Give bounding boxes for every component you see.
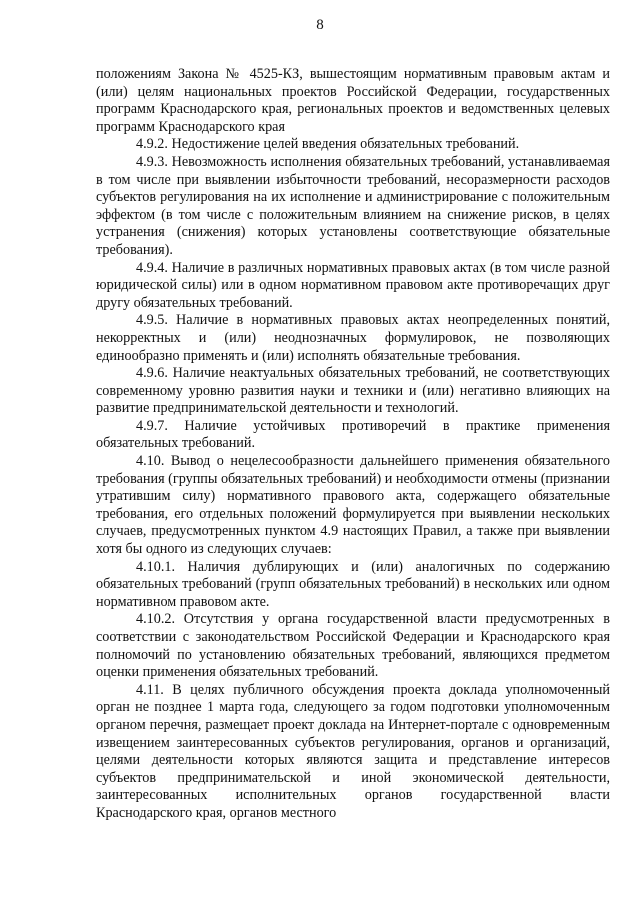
paragraph-continuation: положениям Закона № 4525-КЗ, вышестоящим нормативным правовым актам и (или) целям национальных проектов Российской Федерации, государственных программ Краснодарского края, региональных проектов и ведомственных целевых программ Краснодарского края	[96, 66, 610, 135]
paragraph-4-9-7: 4.9.7. Наличие устойчивых противоречий в практике применения обязательных требований.	[96, 417, 610, 452]
paragraph-4-9-2: 4.9.2. Недостижение целей введения обязательных требований.	[136, 136, 520, 153]
paragraph-4-10: 4.10. Вывод о нецелесообразности дальнейшего применения обязательного требования (группы обязательных требований) и необходимости отмены (признании утратившим силу) нормативного правового акта, содержащего обязательные требования, его отдельных положений формулируется при выявлении нескольких случаев, предусмотренных пунктом 4.9 настоящих Правил, а также при выявлении хотя бы одного из следующих случаев:	[96, 453, 610, 558]
paragraph-4-10-2: 4.10.2. Отсутствия у органа государственной власти предусмотренных в соответствии с законодательством Российской Федерации и Краснодарского края полномочий по установлению обязательных требований, являющихся предметом оценки применения обязательных требований.	[96, 611, 610, 681]
document-body	[96, 66, 610, 823]
paragraph-4-9-4: 4.9.4. Наличие в различных нормативных правовых актах (в том числе разной юридической силы) или в одном нормативном правовом акте противоречащих друг другу обязательных требований.	[96, 259, 610, 311]
paragraph-4-10-1: 4.10.1. Наличия дублирующих и (или) аналогичных по содержанию обязательных требований (групп обязательных требований) в нескольких или одном нормативном правовом акте.	[96, 558, 610, 610]
paragraph-4-9-6: 4.9.6. Наличие неактуальных обязательных требований, не соответствующих современному уровню развития науки и техники и (или) негативно влияющих на развитие предпринимательской деятельности и технологий.	[96, 365, 610, 417]
paragraph-4-9-5: 4.9.5. Наличие в нормативных правовых актах неопределенных понятий, некорректных и (или) неоднозначных формулировок, не позволяющих единообразно применять и (или) исполнять обязательные требования.	[96, 312, 610, 364]
paragraph-4-11: 4.11. В целях публичного обсуждения проекта доклада уполномоченный орган не позднее 1 марта года, следующего за годом подготовки уполномоченным органом перечня, размещает проект доклада на Интернет-портале с одновременным извещением заинтересованных субъектов регулирования, органов и организаций, целями деятельности которых являются защита и представление интересов субъектов предпринимательской и иной экономической деятельности, заинтересованных исполнительных органов государственной власти Краснодарского края, органов местного	[96, 681, 610, 821]
page-number: 8	[316, 17, 324, 33]
paragraph-4-9-3: 4.9.3. Невозможность исполнения обязательных требований, устанавливаемая в том числе при выявлении избыточности требований, несоразмерности расходов субъектов регулирования на их исполнение и администрирование с положительным эффектом (в том числе с положительным влиянием на снижение рисков, в целях устранения (снижения) которых установлены соответствующие обязательные требования).	[96, 153, 610, 258]
